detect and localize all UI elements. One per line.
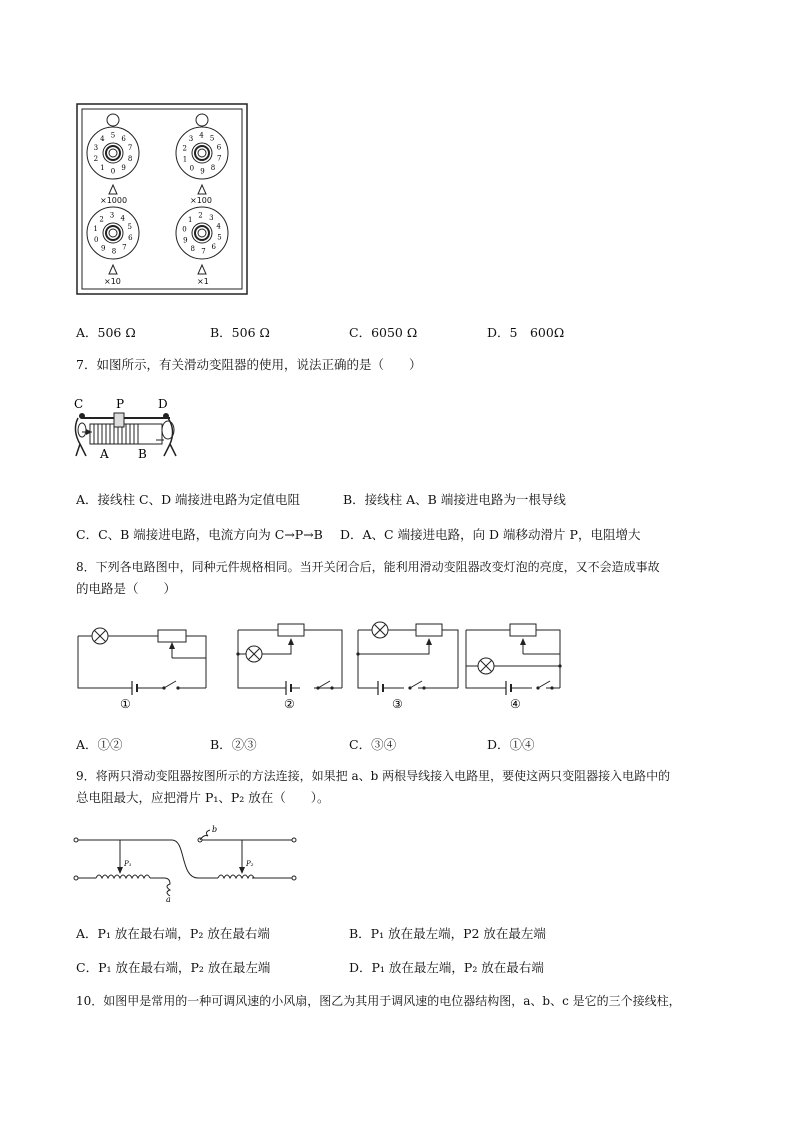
dial-label-10: ×10 (104, 277, 121, 286)
q10-stem: 10．如图甲是常用的一种可调风速的小风扇，图乙为其用于调风速的电位器结构图，a、b、c 是它的三个接线柱， (76, 994, 681, 1008)
dial-digit: 8 (210, 163, 216, 172)
dial-digit: 4 (216, 222, 221, 231)
q8-option-a[interactable]: A．①② (76, 737, 123, 752)
decade-dial (176, 207, 228, 274)
circuit-1 (78, 628, 206, 695)
circuit-label-3: ③ (392, 697, 403, 711)
dial-digit: 3 (188, 135, 194, 144)
dial-digit: 7 (217, 154, 222, 163)
dial-digit: 0 (189, 164, 195, 173)
dial-digit: 9 (183, 236, 188, 245)
circuit-label-1: ① (120, 697, 131, 711)
decade-dial (87, 207, 139, 274)
dial-digit: 6 (121, 134, 126, 143)
q9-stem-line1: 9．将两只滑动变阻器按图所示的方法连接，如果把 a、b 两根导线接入电路里，要使这两只变阻器接入电路中的 (76, 769, 671, 783)
q6-option-a[interactable]: A．506 Ω (76, 325, 136, 340)
q8-option-d[interactable]: D．①④ (487, 737, 535, 752)
slider-p2-label: P₂ (246, 860, 254, 868)
terminal-b-label: B (138, 447, 147, 461)
terminal-d-label: D (158, 397, 168, 411)
q8-stem-line1: 8．下列各电路图中，同种元件规格相同。当开关闭合后，能利用滑动变阻器改变灯泡的亮度，又不会造成事故 (76, 560, 660, 574)
decade-dial (87, 127, 139, 194)
dial-digit: 2 (182, 144, 187, 153)
dial-pointer-icon (109, 185, 117, 194)
q9-stem-line2: 总电阻最大，应把滑片 P₁、P₂ 放在（ ）。 (76, 790, 330, 805)
circuits-figure (74, 618, 574, 718)
dial-digit: 1 (93, 224, 98, 233)
dial-pointer-icon (198, 265, 206, 274)
dial-digit: 7 (201, 247, 206, 256)
dial-digit: 7 (122, 243, 127, 252)
q8-stem-line2: 的电路是（ ） (76, 581, 177, 596)
dial-digit: 5 (127, 222, 133, 231)
q7-option-c[interactable]: C．C、B 端接进电路，电流方向为 C→P→B (76, 527, 323, 542)
dial-digit: 2 (93, 155, 99, 164)
circuit-4 (466, 624, 562, 695)
dial-label-1: ×1 (197, 277, 209, 286)
dial-digit: 4 (199, 131, 204, 140)
dial-digit: 9 (101, 244, 106, 253)
dial-digit: 2 (198, 211, 203, 220)
dial-digit: 6 (211, 243, 217, 252)
terminal-c-label: C (74, 397, 84, 411)
terminal-a-label: A (100, 447, 109, 461)
q9-option-a[interactable]: A．P₁ 放在最右端，P₂ 放在最右端 (76, 926, 270, 941)
dial-digit: 5 (217, 233, 222, 242)
dial-digit: 8 (127, 155, 133, 164)
q7-option-d[interactable]: D．A、C 端接进电路，向 D 端移动滑片 P，电阻增大 (340, 527, 641, 542)
q7-option-b[interactable]: B．接线柱 A、B 端接进电路为一根导线 (343, 492, 566, 507)
decade-dial (176, 127, 228, 194)
dial-digit: 0 (93, 236, 99, 245)
dial-digit: 1 (100, 164, 105, 173)
q7-option-a[interactable]: A．接线柱 C、D 端接进电路为定值电阻 (76, 492, 301, 507)
wire-b-label: b (212, 825, 218, 834)
dial-digit: 1 (182, 155, 188, 164)
q9-option-b[interactable]: B．P₁ 放在最左端，P2 放在最左端 (349, 926, 546, 941)
dial-digit: 2 (99, 215, 104, 224)
dial-digit: 3 (209, 214, 214, 223)
dial-label-1000: ×1000 (100, 196, 128, 205)
q6-option-d[interactable]: D．5 600Ω (487, 325, 565, 340)
circuit-label-4: ④ (510, 697, 521, 711)
q8-option-b[interactable]: B．②③ (210, 737, 257, 752)
dial-label-100: ×100 (190, 196, 212, 205)
dial-digit: 3 (109, 211, 115, 220)
q6-option-b[interactable]: B．506 Ω (210, 325, 270, 340)
dial-digit: 4 (120, 214, 125, 223)
q8-option-c[interactable]: C．③④ (349, 737, 397, 752)
wire-a-label: a (166, 895, 171, 904)
slider-p1-label: P₁ (124, 860, 132, 868)
dial-digit: 3 (93, 143, 99, 152)
dial-digit: 5 (209, 134, 215, 143)
q7-stem: 7．如图所示，有关滑动变阻器的使用，说法正确的是（ ） (76, 357, 422, 372)
dial-pointer-icon (109, 265, 117, 274)
dial-digit: 1 (187, 215, 193, 224)
slider-p-label: P (116, 397, 125, 411)
dial-digit: 0 (182, 225, 187, 234)
dial-digit: 4 (100, 134, 105, 143)
dial-digit: 9 (121, 164, 126, 173)
dial-digit: 6 (216, 143, 222, 152)
dial-digit: 8 (190, 244, 195, 253)
dial-digit: 6 (128, 234, 133, 243)
rheostat-figure (70, 396, 182, 462)
dial-digit: 8 (111, 247, 117, 256)
circuit-3 (356, 622, 458, 695)
q9-option-c[interactable]: C．P₁ 放在最右端，P₂ 放在最左端 (76, 960, 271, 975)
circuit-label-2: ② (284, 697, 295, 711)
two-rheostats-figure (72, 822, 300, 904)
dial-pointer-icon (198, 185, 206, 194)
dial-digit: 5 (110, 131, 116, 140)
circuit-2 (236, 624, 342, 695)
dial-digit: 9 (200, 167, 205, 176)
dial-digit: 0 (110, 167, 116, 176)
q6-option-c[interactable]: C．6050 Ω (349, 325, 418, 340)
dial-digit: 7 (127, 143, 133, 152)
q9-option-d[interactable]: D．P₁ 放在最左端，P₂ 放在最右端 (349, 960, 544, 975)
